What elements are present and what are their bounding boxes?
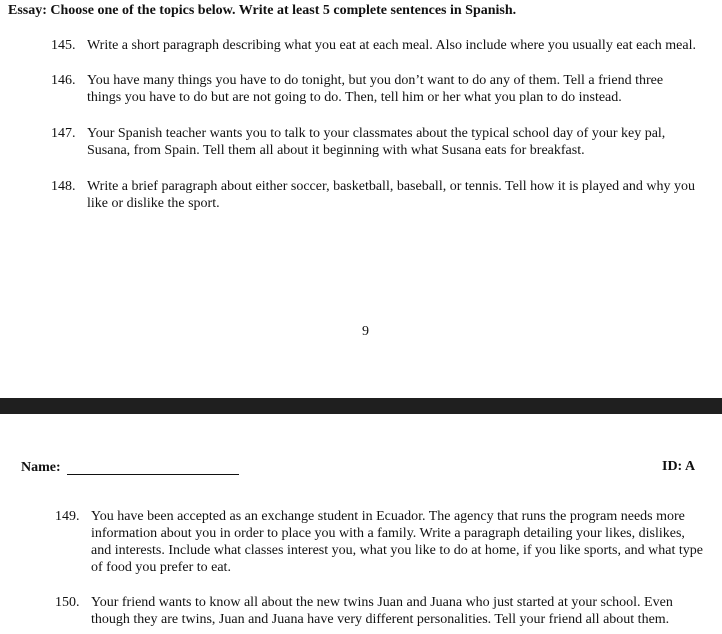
question-line: information about you in order to place you with a family. Write a paragraph detailing your likes, dislikes, bbox=[91, 526, 685, 541]
question-line: Your Spanish teacher wants you to talk to your classmates about the typical school day of your key pal, bbox=[87, 126, 666, 141]
question-number: 149. bbox=[55, 509, 80, 524]
question-text bbox=[87, 72, 663, 106]
question-line: You have been accepted as an exchange student in Ecuador. The agency that runs the program needs more bbox=[91, 509, 685, 524]
question-text bbox=[87, 178, 695, 212]
question-line: though they are twins, Juan and Juana have very different personalities. Tell your friend all about them. bbox=[91, 612, 670, 627]
name-label: Name: bbox=[21, 460, 61, 475]
question-line: of food you prefer to eat. bbox=[91, 560, 231, 575]
question-text bbox=[87, 125, 665, 159]
question-line: and interests. Include what classes interest you, what you like to do at home, if you like sports, and what type bbox=[91, 543, 703, 558]
question-line: You have many things you have to do tonight, but you don’t want to do any of them. Tell a friend three bbox=[87, 73, 664, 88]
question-line: things you have to do but are not going to do. Then, tell him or her what you plan to do instead. bbox=[87, 90, 622, 105]
question-line: Susana, from Spain. Tell them all about it beginning with what Susana eats for breakfast. bbox=[87, 143, 585, 158]
question-145 bbox=[51, 37, 721, 54]
essay-heading: Essay: Choose one of the topics below. Write at least 5 complete sentences in Spanish. bbox=[8, 3, 517, 18]
question-number: 145. bbox=[51, 38, 76, 53]
name-blank-line bbox=[67, 474, 239, 475]
page-number: 9 bbox=[362, 324, 369, 339]
question-line: like or dislike the sport. bbox=[87, 196, 220, 211]
question-line: Write a brief paragraph about either soccer, basketball, baseball, or tennis. Tell how it is played and why you bbox=[87, 179, 695, 194]
page-divider bbox=[0, 398, 722, 414]
question-text bbox=[91, 594, 673, 628]
question-146 bbox=[51, 72, 721, 106]
question-number: 146. bbox=[51, 73, 76, 88]
question-150 bbox=[55, 594, 722, 628]
question-line: Write a short paragraph describing what you eat at each meal. Also include where you usually eat each meal. bbox=[87, 38, 696, 53]
question-147 bbox=[51, 125, 721, 159]
question-number: 148. bbox=[51, 179, 76, 194]
question-line: Your friend wants to know all about the new twins Juan and Juana who just started at your school. Even bbox=[91, 595, 673, 610]
lower-page bbox=[0, 414, 722, 634]
question-text bbox=[87, 37, 696, 54]
id-label: ID: A bbox=[662, 459, 696, 474]
question-number: 150. bbox=[55, 595, 80, 610]
question-text bbox=[91, 508, 703, 576]
question-number: 147. bbox=[51, 126, 76, 141]
question-149 bbox=[55, 508, 722, 576]
question-148 bbox=[51, 178, 721, 212]
